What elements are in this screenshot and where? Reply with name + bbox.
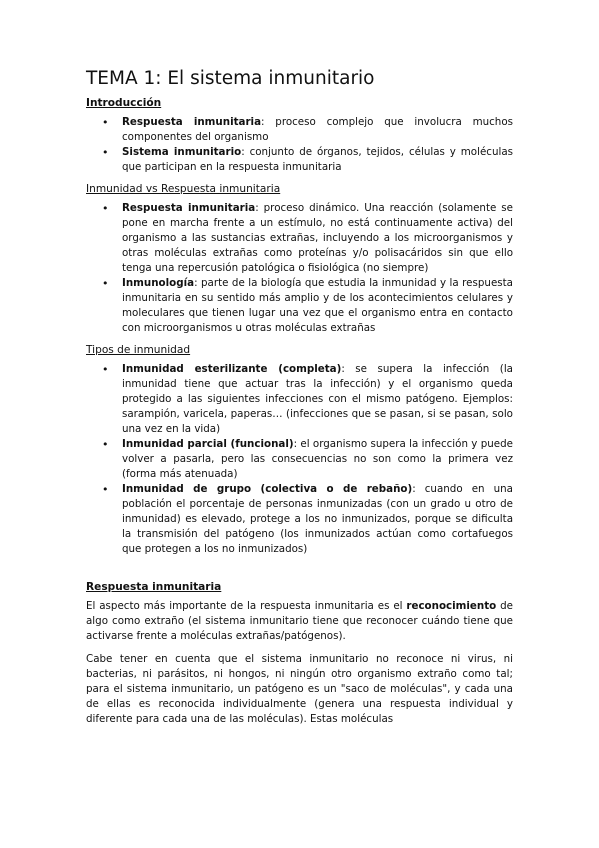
section-spacer [86,565,513,581]
section-heading-inmunidad-vs-respuesta: Inmunidad vs Respuesta inmunitaria [86,183,281,195]
document-title: TEMA 1: El sistema inmunitario [86,68,375,89]
list-item: • Inmunología: parte de la biología que estudia la inmunidad y la respuesta inmunitaria en su sentido más amplio y de los acontecimientos celulares y moleculares que tienen lugar una vez que el organismo entra en contacto con microorganismos u otras moléculas extrañas [122,276,513,336]
list-item: • Respuesta inmunitaria: proceso dinámico. Una reacción (solamente se pone en marcha frente a un estímulo, no está continuamente activa) del organismo a las sustancias extrañas, incluyendo a los microorganismos y otras moléculas extrañas como proteínas y/o polisacáridos sin que ello tenga una repercusión patológica o fisiológica (no siempre) [122,201,513,276]
inmunidad-vs-respuesta-list [86,201,513,336]
section-heading-respuesta-inmunitaria: Respuesta inmunitaria [86,581,222,593]
introduccion-list [86,115,513,175]
section-heading-tipos-de-inmunidad: Tipos de inmunidad [86,344,191,356]
list-item: • Inmunidad de grupo (colectiva o de rebaño): cuando en una población el porcentaje de personas inmunizadas (con un grado u otro de inmunidad) es elevado, protege a los no inmunizados, porque se dificulta la transmisión del patógeno (los inmunizados actúan como cortafuegos que protegen a los no inmunizados) [122,482,513,557]
section-heading-introduccion: Introducción [86,97,162,109]
list-item: • Sistema inmunitario: conjunto de órganos, tejidos, células y moléculas que participan en la respuesta inmunitaria [122,145,513,175]
list-item: • Inmunidad esterilizante (completa): se supera la infección (la inmunidad tiene que actuar tras la infección) y el organismo queda protegido a las siguientes infecciones con el mismo patógeno. Ejemplos: sarampión, varicela, paperas… (infecciones que se pasan, si se pasan, solo una vez en la vida) [122,362,513,437]
paragraph-reconocimiento: El aspecto más importante de la respuesta inmunitaria es el reconocimiento de algo como extraño (el sistema inmunitario tiene que reconocer cuándo tiene que activarse frente a moléculas extrañas/patógenos). [86,600,513,642]
tipos-de-inmunidad-list [86,362,513,557]
paragraph-saco-de-moleculas: Cabe tener en cuenta que el sistema inmunitario no reconoce ni virus, ni bacterias, ni parásitos, ni hongos, ni ningún otro organismo extraño como tal; para el sistema inmunitario, un patógeno es un "saco de moléculas", y cada una de ellas es reconocida individualmente (genera una respuesta individual y diferente para cada una de las moléculas). Estas moléculas [86,653,513,725]
list-item: • Respuesta inmunitaria: proceso complejo que involucra muchos componentes del organismo [122,115,513,145]
list-item: • Inmunidad parcial (funcional): el organismo supera la infección y puede volver a pasarla, pero las consecuencias no son como la primera vez (forma más atenuada) [122,437,513,482]
